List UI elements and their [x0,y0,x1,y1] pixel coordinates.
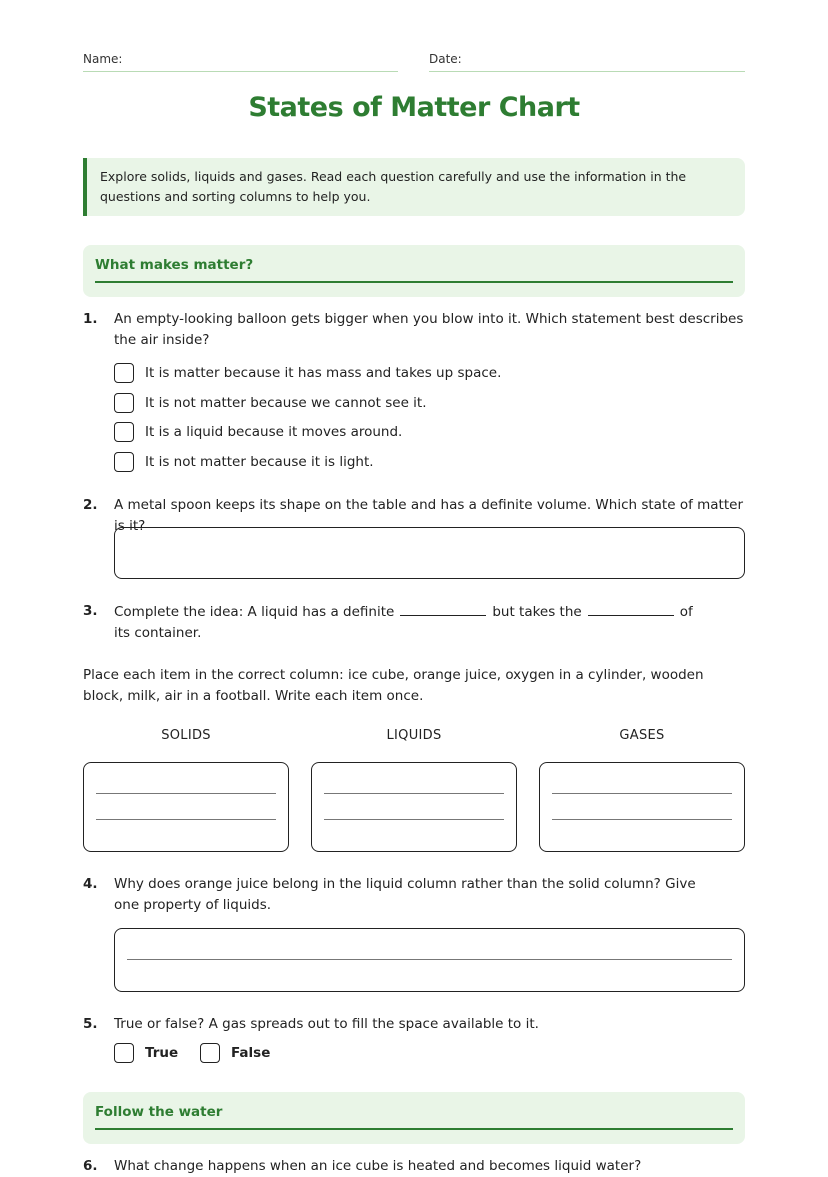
question-5 [83,1014,745,1035]
question-number: 6. [83,1158,98,1174]
question-number: 1. [83,311,98,327]
q1-option-3[interactable] [114,422,402,442]
writing-line [127,959,732,960]
name-label: Name: [83,52,123,66]
question-text: What change happens when an ice cube is heated and becomes liquid water? [114,1158,642,1174]
q2-answer-box[interactable] [114,527,745,579]
section-title: What makes matter? [95,257,733,283]
checkbox[interactable] [200,1043,220,1063]
option-label: False [231,1045,271,1061]
q3-part-1: Complete the idea: A liquid has a definite [114,604,395,620]
checkbox[interactable] [114,1043,134,1063]
writing-line [552,819,732,820]
writing-line [96,793,276,794]
question-number: 3. [83,603,98,619]
question-text: True or false? A gas spreads out to fill the space available to it. [114,1016,539,1032]
question-1 [83,309,745,351]
question-6 [83,1156,745,1177]
question-number: 2. [83,497,98,513]
question-text [114,601,704,644]
checkbox[interactable] [114,422,134,442]
page-title: States of Matter Chart [248,92,580,123]
question-4 [83,874,745,916]
checkbox[interactable] [114,363,134,383]
section-title: Follow the water [95,1104,733,1130]
writing-line [324,793,504,794]
option-label: True [145,1045,179,1061]
sort-instructions: Place each item in the correct column: ice cube, orange juice, oxygen in a cylinder, wooden block, milk, air in a football. Write each item once. [83,667,704,704]
question-text: Why does orange juice belong in the liquid column rather than the solid column? Give one property of liquids. [114,876,696,913]
q3-blank-1[interactable] [400,601,486,616]
sort-column-liquids[interactable] [311,762,517,852]
intro-callout: Explore solids, liquids and gases. Read each question carefully and use the information in the questions and sorting columns to help you. [83,158,745,216]
option-label: It is not matter because we cannot see it. [145,395,427,411]
q4-answer-box[interactable] [114,928,745,992]
q1-option-2[interactable] [114,393,427,413]
option-label: It is matter because it has mass and takes up space. [145,365,502,381]
option-label: It is not matter because it is light. [145,454,374,470]
date-field[interactable] [429,52,745,72]
question-text: An empty-looking balloon gets bigger when you blow into it. Which statement best describes the air inside? [114,311,744,348]
q3-part-2: but takes the [492,604,582,620]
writing-line [96,819,276,820]
writing-line [324,819,504,820]
section-header-follow-the-water [83,1092,745,1144]
column-label-liquids: LIQUIDS [386,728,442,743]
q3-blank-2[interactable] [588,601,674,616]
question-number: 5. [83,1016,98,1032]
checkbox[interactable] [114,393,134,413]
question-3 [83,601,745,644]
column-label-solids: SOLIDS [161,728,211,743]
q1-option-1[interactable] [114,363,501,383]
section-header-what-makes-matter [83,245,745,297]
writing-line [552,793,732,794]
q5-option-true[interactable] [114,1043,178,1063]
date-label: Date: [429,52,462,66]
option-label: It is a liquid because it moves around. [145,424,403,440]
sort-column-gases[interactable] [539,762,745,852]
column-label-gases: GASES [619,728,665,743]
question-number: 4. [83,876,98,892]
sort-column-solids[interactable] [83,762,289,852]
q5-option-false[interactable] [200,1043,270,1063]
q1-option-4[interactable] [114,452,374,472]
name-field[interactable] [83,52,398,72]
checkbox[interactable] [114,452,134,472]
question-text: A metal spoon keeps its shape on the table and has a definite volume. Which state of matter is it? [114,497,743,534]
q3-part-3: of its container. [114,604,693,641]
